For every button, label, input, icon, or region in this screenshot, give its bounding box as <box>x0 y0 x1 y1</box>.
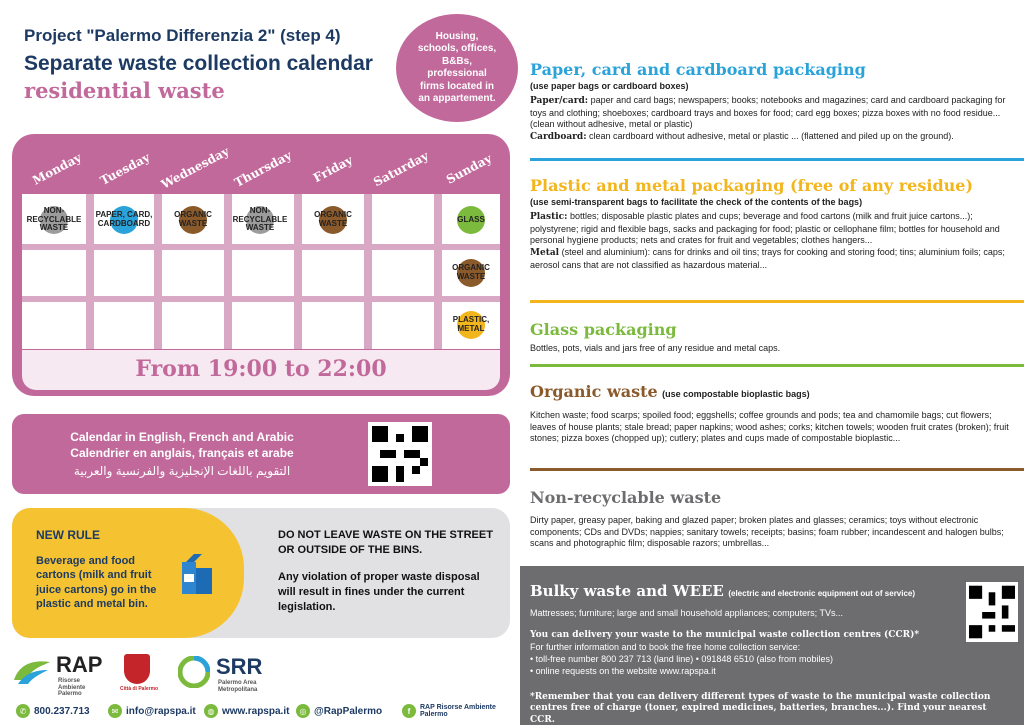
day-tuesday: Tuesday <box>97 150 153 188</box>
bulky-title-sub: (electric and electronic equipment out of service) <box>728 589 916 598</box>
section-plastic <box>530 176 1016 271</box>
logos-row <box>12 652 510 698</box>
city-logo-sub: Città di Palermo <box>120 686 159 692</box>
new-rule-title: NEW RULE <box>36 528 100 542</box>
collection-calendar <box>12 134 510 396</box>
day-thursday: Thursday <box>232 148 294 190</box>
qr-code-languages[interactable] <box>368 422 432 486</box>
section-organic <box>530 382 1016 445</box>
lang-english: Calendar in English, French and Arabic <box>70 430 294 444</box>
cell-sunday-glass: GLASS <box>442 198 500 242</box>
separator-plastic <box>530 300 1024 303</box>
separator-paper <box>530 158 1024 161</box>
cell-friday-organic: ORGANIC WASTE <box>302 198 364 242</box>
cell-tuesday-paper: PAPER, CARD, CARDBOARD <box>94 198 154 242</box>
nonrecyclable-title: Non-recyclable waste <box>530 488 722 507</box>
organic-title: Organic waste <box>530 382 658 401</box>
residential-subtitle: residential waste <box>24 78 225 103</box>
plastic-title: Plastic and metal packaging (free of any residue) <box>530 176 974 195</box>
footer-web[interactable]: ◍ www.rapspa.it <box>204 704 289 718</box>
new-rule-panel <box>12 508 244 638</box>
collection-time: From 19:00 to 22:00 <box>22 350 500 390</box>
footer-facebook[interactable]: f RAP Risorse Ambiente Palermo <box>402 704 500 718</box>
organic-text: Kitchen waste; food scarps; spoiled food; eggshells; coffee grounds and pods; tea and chamomile bags; cut flowers; leaves of house plants; stale bread; paper napkins; wood ashes; corks; kitchen towels; wooden fruit crates (broken); fruit stones; pizza boxes (chopped up); cutlery; plates and cups made of compostable bioplastic... <box>530 410 1009 444</box>
footer-social[interactable]: ◎ @RapPalermo <box>296 704 382 718</box>
separator-glass <box>530 364 1024 367</box>
bulky-title: Bulky waste and WEEE <box>530 582 724 600</box>
cell-thursday-nonrecyclable: NON-RECYCLABLE WASTE <box>232 205 288 233</box>
day-wednesday: Wednesday <box>158 144 232 192</box>
city-crest-icon <box>124 654 150 684</box>
paper-text: Paper/card: paper and card bags; newspapers; books; notebooks and magazines; card and cardboard packaging for toys and clothing; shoeboxes; cardboard trays and boxes for food; card egg boxes; pizza boxes with no food residue... (clean without adhesive, metal or plastic) Cardboard: clean cardboard without adhesive, metal or plastic ... (flattened and piled up on the ground). <box>530 95 1006 143</box>
bulky-ccr: You can delivery your waste to the municipal waste collection centres (CCR)* <box>530 630 920 640</box>
day-saturday: Saturday <box>371 148 431 190</box>
language-box <box>12 414 510 494</box>
section-paper <box>530 60 1016 144</box>
glass-title: Glass packaging <box>530 320 677 339</box>
mail-icon: ✉ <box>108 704 122 718</box>
footer-phone[interactable]: ✆ 800.237.713 <box>16 704 90 718</box>
social-icon: ◎ <box>296 704 310 718</box>
organic-heading <box>530 382 1016 402</box>
rap-leaf-icon <box>12 656 52 691</box>
plastic-subtitle: (use semi-transparent bags to facilitate the check of the contents of the bags) <box>530 197 863 207</box>
cell-wednesday-organic: ORGANIC WASTE <box>162 198 224 242</box>
paper-subtitle: (use paper bags or cardboard boxes) <box>530 81 689 91</box>
cell-sunday-plastic: PLASTIC, METAL <box>442 302 500 348</box>
bulky-heading <box>530 582 960 601</box>
contact-footer <box>12 704 512 722</box>
warning-text: Any violation of proper waste disposal will result in fines under the current legislation. <box>278 571 480 613</box>
paper-title: Paper, card and cardboard packaging <box>530 60 866 79</box>
glass-text: Bottles, pots, vials and jars free of any residue and metal caps. <box>530 343 781 353</box>
new-rule-box <box>12 508 510 638</box>
section-glass <box>530 320 1016 355</box>
phone-icon: ✆ <box>16 704 30 718</box>
facebook-icon: f <box>402 704 416 718</box>
lang-arabic: التقويم باللغات الإنجليزية والفرنسية والعربية <box>73 464 291 478</box>
globe-icon: ◍ <box>204 704 218 718</box>
carton-icon <box>180 554 216 596</box>
new-rule-text: Beverage and food cartons (milk and fruit juice cartons) go in the plastic and metal bin. <box>36 555 157 610</box>
day-friday: Friday <box>311 152 355 186</box>
audience-badge: Housing, schools, offices, B&Bs, professional firms located in an appartement. <box>396 14 518 122</box>
rap-logo-sub: Risorse Ambiente Palermo <box>58 678 86 698</box>
project-title: Project "Palermo Differenzia 2" (step 4) <box>24 26 341 45</box>
srr-logo: SRR <box>216 654 263 679</box>
srr-logo-sub: Palermo Area Metropolitana <box>218 680 258 693</box>
footer-email[interactable]: ✉ info@rapspa.it <box>108 704 196 718</box>
bulky-waste-box <box>520 566 1024 725</box>
calendar-grid <box>22 194 500 349</box>
bulky-items: Mattresses; furniture; large and small household appliances; computers; TVs... <box>530 608 843 618</box>
day-monday: Monday <box>30 150 84 188</box>
calendar-title: Separate waste collection calendar <box>24 52 373 75</box>
cell-monday-nonrecyclable: NON-RECYCLABLE WASTE <box>26 205 82 233</box>
bulky-online: • online requests on the website www.rapspa.it <box>530 666 716 676</box>
plastic-text: Plastic: bottles; disposable plastic plates and cups; beverage and food cartons (milk and fruit juice cartons...); polystyrene; rigid and flexible bags, sacks and packaging for food; plastic or cellophane film; bottles for household and personal hygiene products; nets and crates for fruit and vegetables; clothes hangers... Metal (steel and aluminium): cans for drinks and oil tins; trays for cooking and storing food; tins; aluminium foils; caps; aerosol cans that are not classified as hazardous material... <box>530 211 1005 270</box>
qr-code-bulky[interactable] <box>966 582 1018 642</box>
nonrecyclable-text: Dirty paper, greasy paper, baking and glazed paper; broken plates and glasses; ceramics; toys without electronic components; CDs and DVDs; nappies; sanitary towels; receipts; basins; foam rubber; incandescent and halogen bulbs; scans and photographic film; disposable razors; umbrellas... <box>530 515 1004 549</box>
bulky-phone: • toll-free number 800 237 713 (land line) • 091848 6510 (also from mobiles) <box>530 654 833 664</box>
cell-saturday <box>372 198 434 242</box>
cell-sunday-organic: ORGANIC WASTE <box>442 250 500 296</box>
section-nonrecyclable <box>530 488 1016 550</box>
srr-swirl-icon <box>178 656 210 693</box>
separator-organic <box>530 468 1024 471</box>
organic-subtitle: (use compostable bioplastic bags) <box>662 389 810 399</box>
bulky-note: *Remember that you can delivery different types of waste to the municipal waste collection centres free of charge (toner, expired medicines, batteries, branches...). Find your nearest CCR. <box>530 692 991 725</box>
rap-logo: RAP <box>56 652 103 677</box>
day-sunday: Sunday <box>443 151 495 187</box>
bulky-info: For further information and to book the free home collection service: <box>530 642 801 652</box>
lang-french: Calendrier en anglais, français et arabe <box>70 446 294 460</box>
warning-headline: DO NOT LEAVE WASTE ON THE STREET OR OUTSIDE OF THE BINS. <box>278 529 493 556</box>
